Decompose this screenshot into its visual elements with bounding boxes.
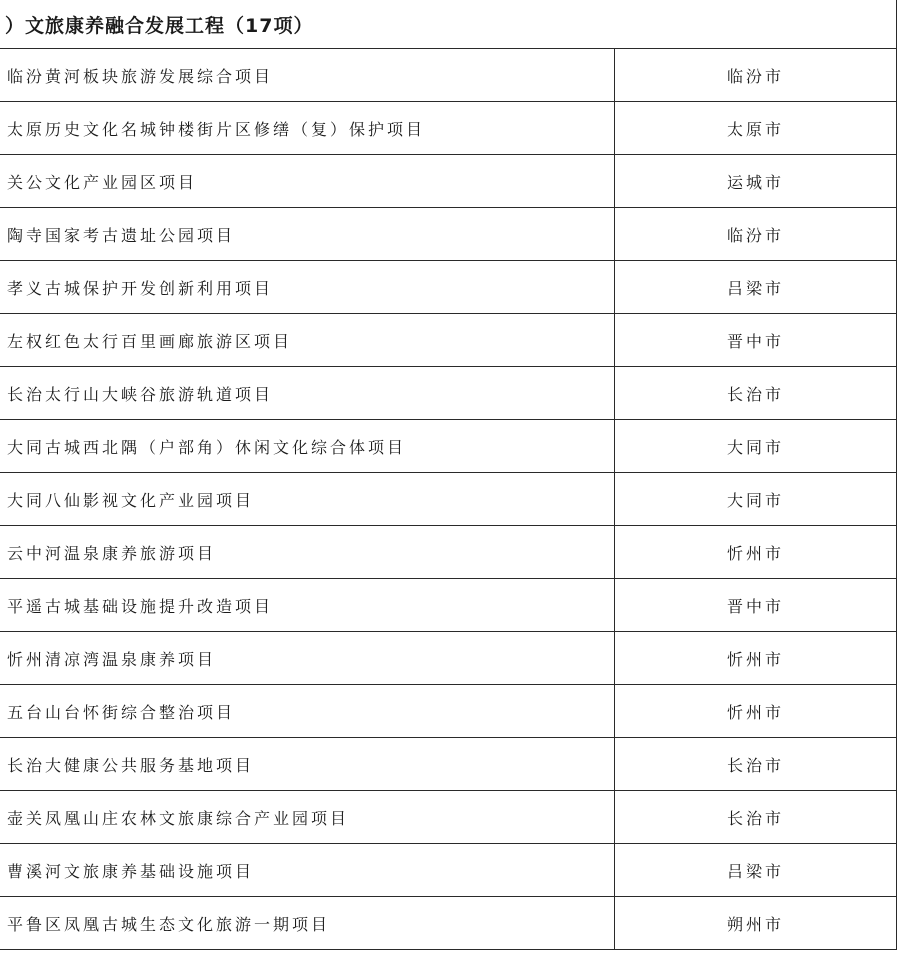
project-name-cell: 长治大健康公共服务基地项目 <box>0 738 615 791</box>
section-title: ）文旅康养融合发展工程（17项） <box>0 0 897 49</box>
project-name-cell: 孝义古城保护开发创新利用项目 <box>0 261 615 314</box>
table-row <box>0 155 897 208</box>
city-cell: 长治市 <box>615 791 897 844</box>
city-cell: 吕梁市 <box>615 261 897 314</box>
table-row <box>0 685 897 738</box>
table-row <box>0 208 897 261</box>
table-row <box>0 791 897 844</box>
city-cell: 长治市 <box>615 367 897 420</box>
city-cell: 长治市 <box>615 738 897 791</box>
table-row <box>0 897 897 950</box>
table-row <box>0 844 897 897</box>
city-cell: 临汾市 <box>615 49 897 102</box>
city-cell: 运城市 <box>615 155 897 208</box>
project-name-cell: 左权红色太行百里画廊旅游区项目 <box>0 314 615 367</box>
table-row <box>0 526 897 579</box>
table-row <box>0 579 897 632</box>
project-name-cell: 太原历史文化名城钟楼街片区修缮（复）保护项目 <box>0 102 615 155</box>
project-name-cell: 壶关凤凰山庄农林文旅康综合产业园项目 <box>0 791 615 844</box>
project-name-cell: 关公文化产业园区项目 <box>0 155 615 208</box>
project-name-cell: 平鲁区凤凰古城生态文化旅游一期项目 <box>0 897 615 950</box>
project-name-cell: 大同古城西北隅（户部角）休闲文化综合体项目 <box>0 420 615 473</box>
city-cell: 晋中市 <box>615 314 897 367</box>
project-name-cell: 五台山台怀街综合整治项目 <box>0 685 615 738</box>
project-name-cell: 长治太行山大峡谷旅游轨道项目 <box>0 367 615 420</box>
table-row <box>0 367 897 420</box>
table-row <box>0 632 897 685</box>
city-cell: 忻州市 <box>615 685 897 738</box>
project-name-cell: 曹溪河文旅康养基础设施项目 <box>0 844 615 897</box>
city-cell: 朔州市 <box>615 897 897 950</box>
project-name-cell: 大同八仙影视文化产业园项目 <box>0 473 615 526</box>
table-row <box>0 420 897 473</box>
table-row <box>0 102 897 155</box>
city-cell: 大同市 <box>615 473 897 526</box>
city-cell: 晋中市 <box>615 579 897 632</box>
project-name-cell: 忻州清凉湾温泉康养项目 <box>0 632 615 685</box>
table-row <box>0 473 897 526</box>
section-header-row <box>0 0 897 49</box>
city-cell: 太原市 <box>615 102 897 155</box>
city-cell: 忻州市 <box>615 526 897 579</box>
project-name-cell: 云中河温泉康养旅游项目 <box>0 526 615 579</box>
project-name-cell: 陶寺国家考古遗址公园项目 <box>0 208 615 261</box>
table-row <box>0 49 897 102</box>
city-cell: 大同市 <box>615 420 897 473</box>
city-cell: 忻州市 <box>615 632 897 685</box>
table-row <box>0 261 897 314</box>
table-row <box>0 314 897 367</box>
city-cell: 吕梁市 <box>615 844 897 897</box>
city-cell: 临汾市 <box>615 208 897 261</box>
project-name-cell: 临汾黄河板块旅游发展综合项目 <box>0 49 615 102</box>
project-name-cell: 平遥古城基础设施提升改造项目 <box>0 579 615 632</box>
table-row <box>0 738 897 791</box>
